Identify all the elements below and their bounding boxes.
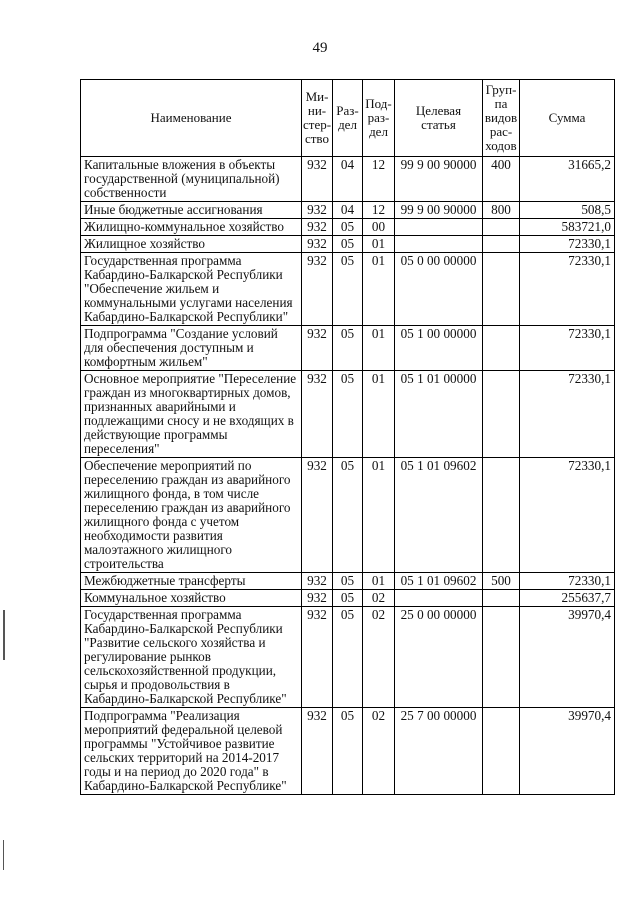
table-row	[81, 326, 615, 371]
cell-sum: 72330,1	[520, 573, 615, 590]
cell-target: 99 9 00 90000	[395, 202, 483, 219]
header-section: Раз- дел	[333, 80, 363, 157]
cell-sum: 72330,1	[520, 371, 615, 458]
cell-ministry: 932	[302, 458, 333, 573]
cell-subsection: 01	[363, 573, 395, 590]
cell-name: Иные бюджетные ассигнования	[81, 202, 302, 219]
cell-name: Подпрограмма "Реализация мероприятий федеральной целевой программы "Устойчивое развитие сельских территорий на 2014-2017 годы и на период до 2020 года" в Кабардино-Балкарской Республике"	[81, 708, 302, 795]
cell-sum: 508,5	[520, 202, 615, 219]
table-row	[81, 573, 615, 590]
cell-subsection: 01	[363, 253, 395, 326]
cell-target	[395, 219, 483, 236]
cell-target: 99 9 00 90000	[395, 157, 483, 202]
cell-subsection: 12	[363, 157, 395, 202]
cell-ministry: 932	[302, 253, 333, 326]
cell-section: 05	[333, 253, 363, 326]
budget-table	[80, 79, 615, 795]
cell-section: 04	[333, 157, 363, 202]
table-row	[81, 607, 615, 708]
header-subsection: Под- раз- дел	[363, 80, 395, 157]
cell-subsection: 02	[363, 590, 395, 607]
cell-name: Жилищное хозяйство	[81, 236, 302, 253]
cell-section: 04	[333, 202, 363, 219]
cell-expense-type: 500	[483, 573, 520, 590]
cell-sum: 39970,4	[520, 607, 615, 708]
table-row	[81, 219, 615, 236]
cell-subsection: 01	[363, 326, 395, 371]
cell-name: Подпрограмма "Создание условий для обеспечения доступным и комфортным жильем"	[81, 326, 302, 371]
cell-ministry: 932	[302, 236, 333, 253]
cell-name: Государственная программа Кабардино-Балкарской Республики "Обеспечение жильем и коммунальными услугами населения Кабардино-Балкарской Республики"	[81, 253, 302, 326]
cell-name: Капитальные вложения в объекты государственной (муниципальной) собственности	[81, 157, 302, 202]
table-row	[81, 202, 615, 219]
table-row	[81, 458, 615, 573]
cell-target: 05 0 00 00000	[395, 253, 483, 326]
header-name	[81, 80, 302, 157]
cell-target	[395, 590, 483, 607]
cell-target: 05 1 01 09602	[395, 573, 483, 590]
cell-subsection: 01	[363, 236, 395, 253]
cell-section: 05	[333, 236, 363, 253]
cell-subsection: 02	[363, 607, 395, 708]
cell-target: 25 0 00 00000	[395, 607, 483, 708]
page-number: 49	[312, 40, 328, 56]
cell-expense-type: 400	[483, 157, 520, 202]
cell-expense-type	[483, 708, 520, 795]
cell-name: Основное мероприятие "Переселение граждан из многоквартирных домов, признанных аварийными и подлежащими сносу и не входящих в действующие программы переселения"	[81, 371, 302, 458]
table-row	[81, 157, 615, 202]
cell-ministry: 932	[302, 371, 333, 458]
cell-section: 05	[333, 607, 363, 708]
table-row	[81, 590, 615, 607]
table-header-row	[81, 80, 615, 157]
cell-target: 25 7 00 00000	[395, 708, 483, 795]
cell-name: Государственная программа Кабардино-Балкарской Республики "Развитие сельского хозяйства и регулирование рынков сельскохозяйственной продукции, сырья и продовольствия в Кабардино-Балкарской Республике"	[81, 607, 302, 708]
cell-section: 05	[333, 219, 363, 236]
table-row	[81, 371, 615, 458]
cell-section: 05	[333, 326, 363, 371]
cell-expense-type: 800	[483, 202, 520, 219]
cell-name: Жилищно-коммунальное хозяйство	[81, 219, 302, 236]
cell-subsection: 01	[363, 458, 395, 573]
cell-subsection: 12	[363, 202, 395, 219]
cell-expense-type	[483, 590, 520, 607]
cell-subsection: 02	[363, 708, 395, 795]
cell-ministry: 932	[302, 157, 333, 202]
cell-expense-type	[483, 236, 520, 253]
cell-section: 05	[333, 708, 363, 795]
cell-ministry: 932	[302, 607, 333, 708]
cell-expense-type	[483, 253, 520, 326]
cell-target: 05 1 00 00000	[395, 326, 483, 371]
cell-sum: 72330,1	[520, 236, 615, 253]
cell-section: 05	[333, 458, 363, 573]
cell-subsection: 01	[363, 371, 395, 458]
cell-target: 05 1 01 09602	[395, 458, 483, 573]
cell-sum: 72330,1	[520, 326, 615, 371]
cell-ministry: 932	[302, 573, 333, 590]
cell-subsection: 00	[363, 219, 395, 236]
cell-expense-type	[483, 219, 520, 236]
table-row	[81, 253, 615, 326]
header-expense-type: Груп- па видов рас- ходов	[483, 80, 520, 157]
cell-sum: 31665,2	[520, 157, 615, 202]
cell-ministry: 932	[302, 326, 333, 371]
cell-expense-type	[483, 371, 520, 458]
cell-name: Коммунальное хозяйство	[81, 590, 302, 607]
cell-expense-type	[483, 607, 520, 708]
cell-name: Межбюджетные трансферты	[81, 573, 302, 590]
header-ministry: Ми- ни- стер- ство	[302, 80, 333, 157]
table-row	[81, 708, 615, 795]
cell-sum: 583721,0	[520, 219, 615, 236]
scan-margin-mark	[3, 840, 4, 870]
cell-expense-type	[483, 458, 520, 573]
cell-expense-type	[483, 326, 520, 371]
cell-ministry: 932	[302, 219, 333, 236]
cell-sum: 255637,7	[520, 590, 615, 607]
header-sum: Сумма	[520, 80, 615, 157]
table-row	[81, 236, 615, 253]
cell-ministry: 932	[302, 202, 333, 219]
header-name-label: Наименование	[150, 110, 232, 125]
cell-target: 05 1 01 00000	[395, 371, 483, 458]
cell-name: Обеспечение мероприятий по переселению граждан из аварийного жилищного фонда, в том числе переселению граждан из аварийного жилищного фонда с учетом необходимости развития малоэтажного жилищного строительства	[81, 458, 302, 573]
cell-section: 05	[333, 573, 363, 590]
header-target: Целевая статья	[395, 80, 483, 157]
cell-sum: 72330,1	[520, 253, 615, 326]
cell-section: 05	[333, 371, 363, 458]
cell-target	[395, 236, 483, 253]
cell-sum: 72330,1	[520, 458, 615, 573]
cell-ministry: 932	[302, 590, 333, 607]
cell-ministry: 932	[302, 708, 333, 795]
scan-margin-mark	[3, 610, 5, 660]
cell-section: 05	[333, 590, 363, 607]
cell-sum: 39970,4	[520, 708, 615, 795]
